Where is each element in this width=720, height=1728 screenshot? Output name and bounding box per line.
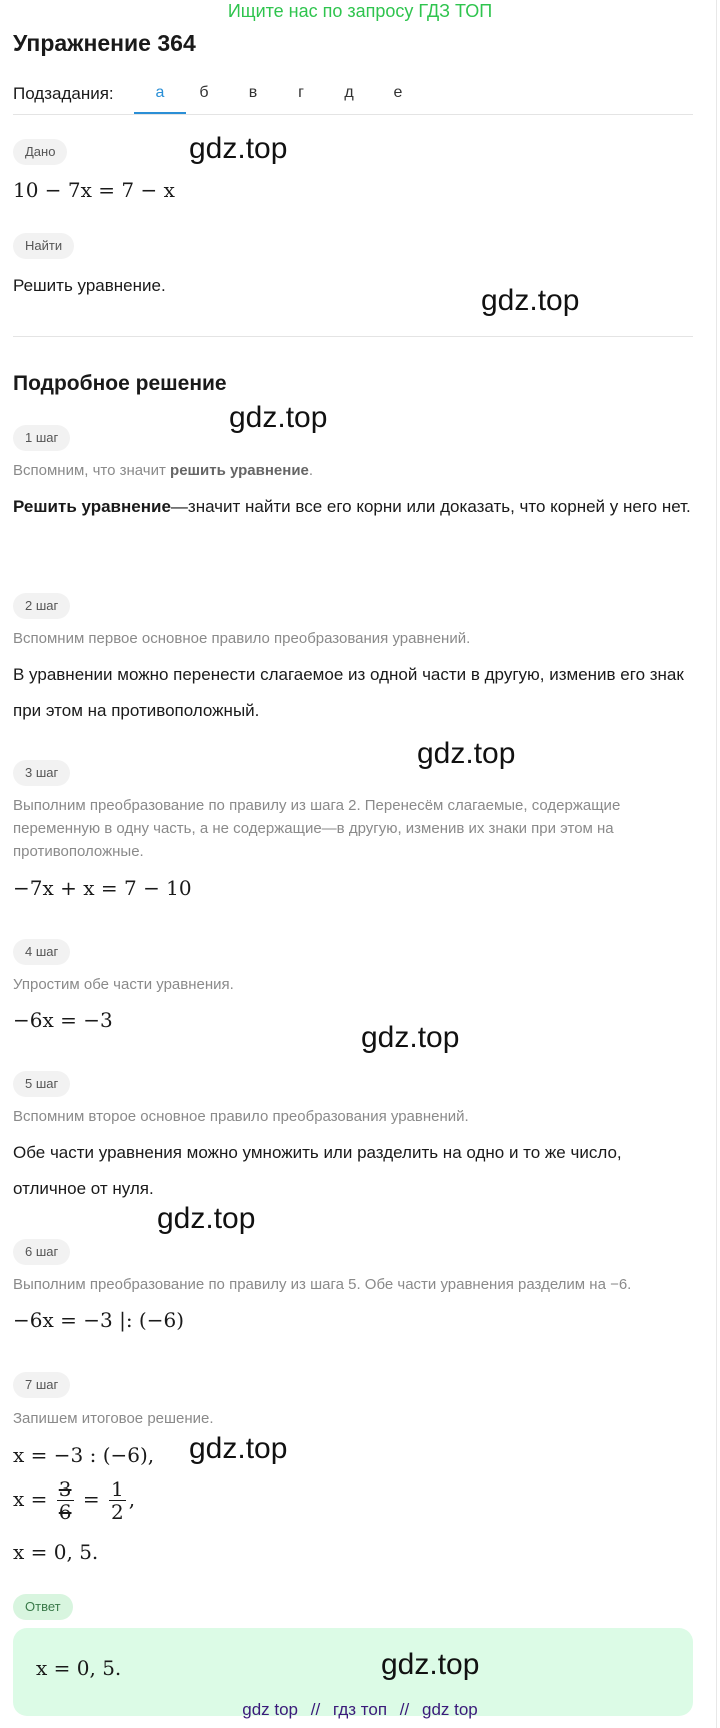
step-7-badge: 7 шаг [13, 1372, 70, 1398]
step-4-hint: Упростим обе части уравнения. [13, 976, 234, 993]
fraction-3-6: $\frac{3}{6}$ [58, 1477, 72, 1524]
find-text: Решить уравнение. [13, 276, 166, 295]
step-4-badge: 4 шаг [13, 939, 70, 965]
step-2-badge: 2 шаг [13, 593, 70, 619]
step-1-badge: 1 шаг [13, 425, 70, 451]
solution-title: Подробное решение [13, 372, 227, 395]
step-3-equation: −7x + x = 7 − 10 [13, 876, 192, 900]
tab-subtask-d[interactable]: д [344, 84, 354, 101]
step-1-hint: Вспомним, что значит решить уравнение. [13, 462, 314, 479]
answer-value: x = 0, 5. [36, 1656, 122, 1680]
step-6-badge: 6 шаг [13, 1239, 70, 1265]
page-title: Упражнение 364 [13, 30, 196, 56]
step-2-text: В уравнении можно перенести слагаемое из одной части в другую, изменив его знак при этом на противоположный. [13, 665, 684, 720]
step-7-equation-1: x = −3 : (−6), [13, 1443, 155, 1467]
find-badge: Найти [13, 233, 74, 259]
footer-links [0, 1700, 720, 1720]
footer-separator: // [399, 1700, 410, 1719]
tab-subtask-v[interactable]: в [248, 84, 258, 101]
watermark: gdz.top [189, 132, 288, 165]
tab-subtask-g[interactable]: г [298, 84, 304, 101]
step-3-badge: 3 шаг [13, 760, 70, 786]
watermark: gdz.top [189, 1432, 288, 1465]
step-7-hint: Запишем итоговое решение. [13, 1410, 214, 1427]
step-4-equation: −6x = −3 [13, 1008, 113, 1032]
section-divider [13, 336, 693, 337]
step-3-hint: Выполним преобразование по правилу из шага 2. Перенесём слагаемые, содержащие переменную в одну часть, а не содержащие—в другую, изменив их знаки при этом на противоположные. [13, 797, 621, 860]
step-1-text: Решить уравнение—значит найти все его корни или доказать, что корней у него нет. [13, 497, 691, 516]
subtasks-label: Подзадания: [13, 84, 114, 103]
tab-subtask-e[interactable]: е [393, 84, 403, 101]
promo-banner[interactable]: Ищите нас по запросу ГДЗ ТОП [227, 1, 493, 21]
step-6-hint: Выполним преобразование по правилу из шага 5. Обе части уравнения разделим на −6. [13, 1276, 632, 1293]
tab-subtask-b[interactable]: б [199, 84, 209, 101]
fraction-1-2: $\frac{1}{2}$ [110, 1477, 124, 1524]
watermark: gdz.top [417, 737, 516, 770]
answer-badge: Ответ [13, 1594, 73, 1620]
watermark: gdz.top [481, 284, 580, 317]
given-badge: Дано [13, 139, 67, 165]
footer-link[interactable]: gdz top [421, 1700, 478, 1719]
watermark: gdz.top [381, 1648, 480, 1681]
watermark: gdz.top [361, 1021, 460, 1054]
tabs-divider [13, 114, 693, 115]
step-6-equation: −6x = −3 |: (−6) [13, 1308, 184, 1332]
tab-subtask-a[interactable]: а [155, 84, 165, 101]
footer-separator: // [310, 1700, 321, 1719]
page-edge-divider [716, 0, 717, 1728]
step-7-equation-3: x = 0, 5. [13, 1540, 99, 1564]
step-5-hint: Вспомним второе основное правило преобразования уравнений. [13, 1108, 469, 1125]
step-2-hint: Вспомним первое основное правило преобразования уравнений. [13, 630, 471, 647]
step-5-badge: 5 шаг [13, 1071, 70, 1097]
footer-link[interactable]: gdz top [242, 1700, 298, 1719]
watermark: gdz.top [157, 1202, 256, 1235]
step-5-text: Обе части уравнения можно умножить или разделить на одно и то же число, отличное от нуля. [13, 1143, 622, 1198]
footer-link[interactable]: гдз топ [332, 1700, 388, 1719]
watermark: gdz.top [229, 401, 328, 434]
given-equation: 10 − 7x = 7 − x [13, 178, 175, 202]
step-7-equation-2: x = $\frac{3}{6}$ = $\frac{1}{2}$ , [13, 1477, 136, 1524]
